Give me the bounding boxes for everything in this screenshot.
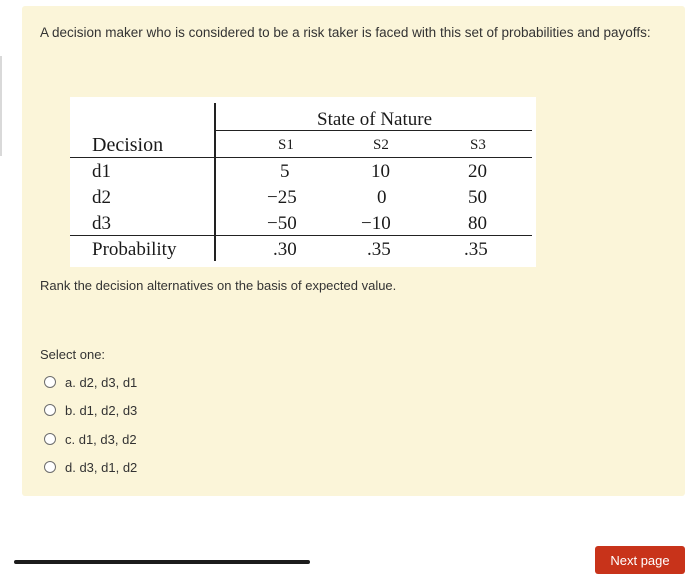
row-label-d3: d3 <box>92 213 111 234</box>
cell-d3-s2: −10 <box>361 213 391 234</box>
column-header-s3: S3 <box>470 137 486 153</box>
state-of-nature-header: State of Nature <box>317 109 433 130</box>
column-header-s2: S2 <box>373 137 389 153</box>
table-top-rule <box>70 157 532 158</box>
select-one-label: Select one: <box>40 347 106 362</box>
answer-option-b[interactable] <box>44 400 137 420</box>
table-vertical-rule <box>214 103 216 261</box>
answer-option-label[interactable]: c. d1, d3, d2 <box>65 431 137 447</box>
table-bottom-rule <box>70 235 532 236</box>
rank-instruction: Rank the decision alternatives on the basis of expected value. <box>40 278 397 293</box>
payoff-table <box>70 97 536 267</box>
answer-option-d[interactable] <box>44 457 137 477</box>
probability-s3: .35 <box>464 239 488 260</box>
probability-s2: .35 <box>367 239 391 260</box>
cell-d3-s1: −50 <box>267 213 297 234</box>
radio-button-icon[interactable] <box>44 404 56 416</box>
probability-label: Probability <box>92 239 177 260</box>
answer-option-label[interactable]: d. d3, d1, d2 <box>65 459 138 475</box>
decision-header: Decision <box>92 134 164 156</box>
cell-d1-s1: 5 <box>280 161 290 182</box>
horizontal-scrollbar[interactable] <box>14 560 310 564</box>
cell-d2-s3: 50 <box>468 187 487 208</box>
radio-button-icon[interactable] <box>44 461 56 473</box>
answer-option-c[interactable] <box>44 429 137 449</box>
answer-option-label[interactable]: a. d2, d3, d1 <box>65 374 138 390</box>
question-prompt: A decision maker who is considered to be a risk taker is faced with this set of probabilities and payoffs: <box>40 25 651 40</box>
row-label-d1: d1 <box>92 161 111 182</box>
cell-d3-s3: 80 <box>468 213 487 234</box>
question-card <box>22 6 685 496</box>
next-page-button[interactable]: Next page <box>595 546 685 574</box>
radio-button-icon[interactable] <box>44 433 56 445</box>
answer-option-label[interactable]: b. d1, d2, d3 <box>65 402 138 418</box>
cell-d2-s1: −25 <box>267 187 297 208</box>
column-header-s1: S1 <box>278 137 294 153</box>
left-edge-divider <box>0 56 2 156</box>
radio-button-icon[interactable] <box>44 376 56 388</box>
cell-d1-s2: 10 <box>371 161 390 182</box>
answer-option-a[interactable] <box>44 372 137 392</box>
probability-s1: .30 <box>273 239 297 260</box>
row-label-d2: d2 <box>92 187 111 208</box>
payoff-table-image <box>70 97 536 267</box>
cell-d1-s3: 20 <box>468 161 487 182</box>
cell-d2-s2: 0 <box>377 187 387 208</box>
